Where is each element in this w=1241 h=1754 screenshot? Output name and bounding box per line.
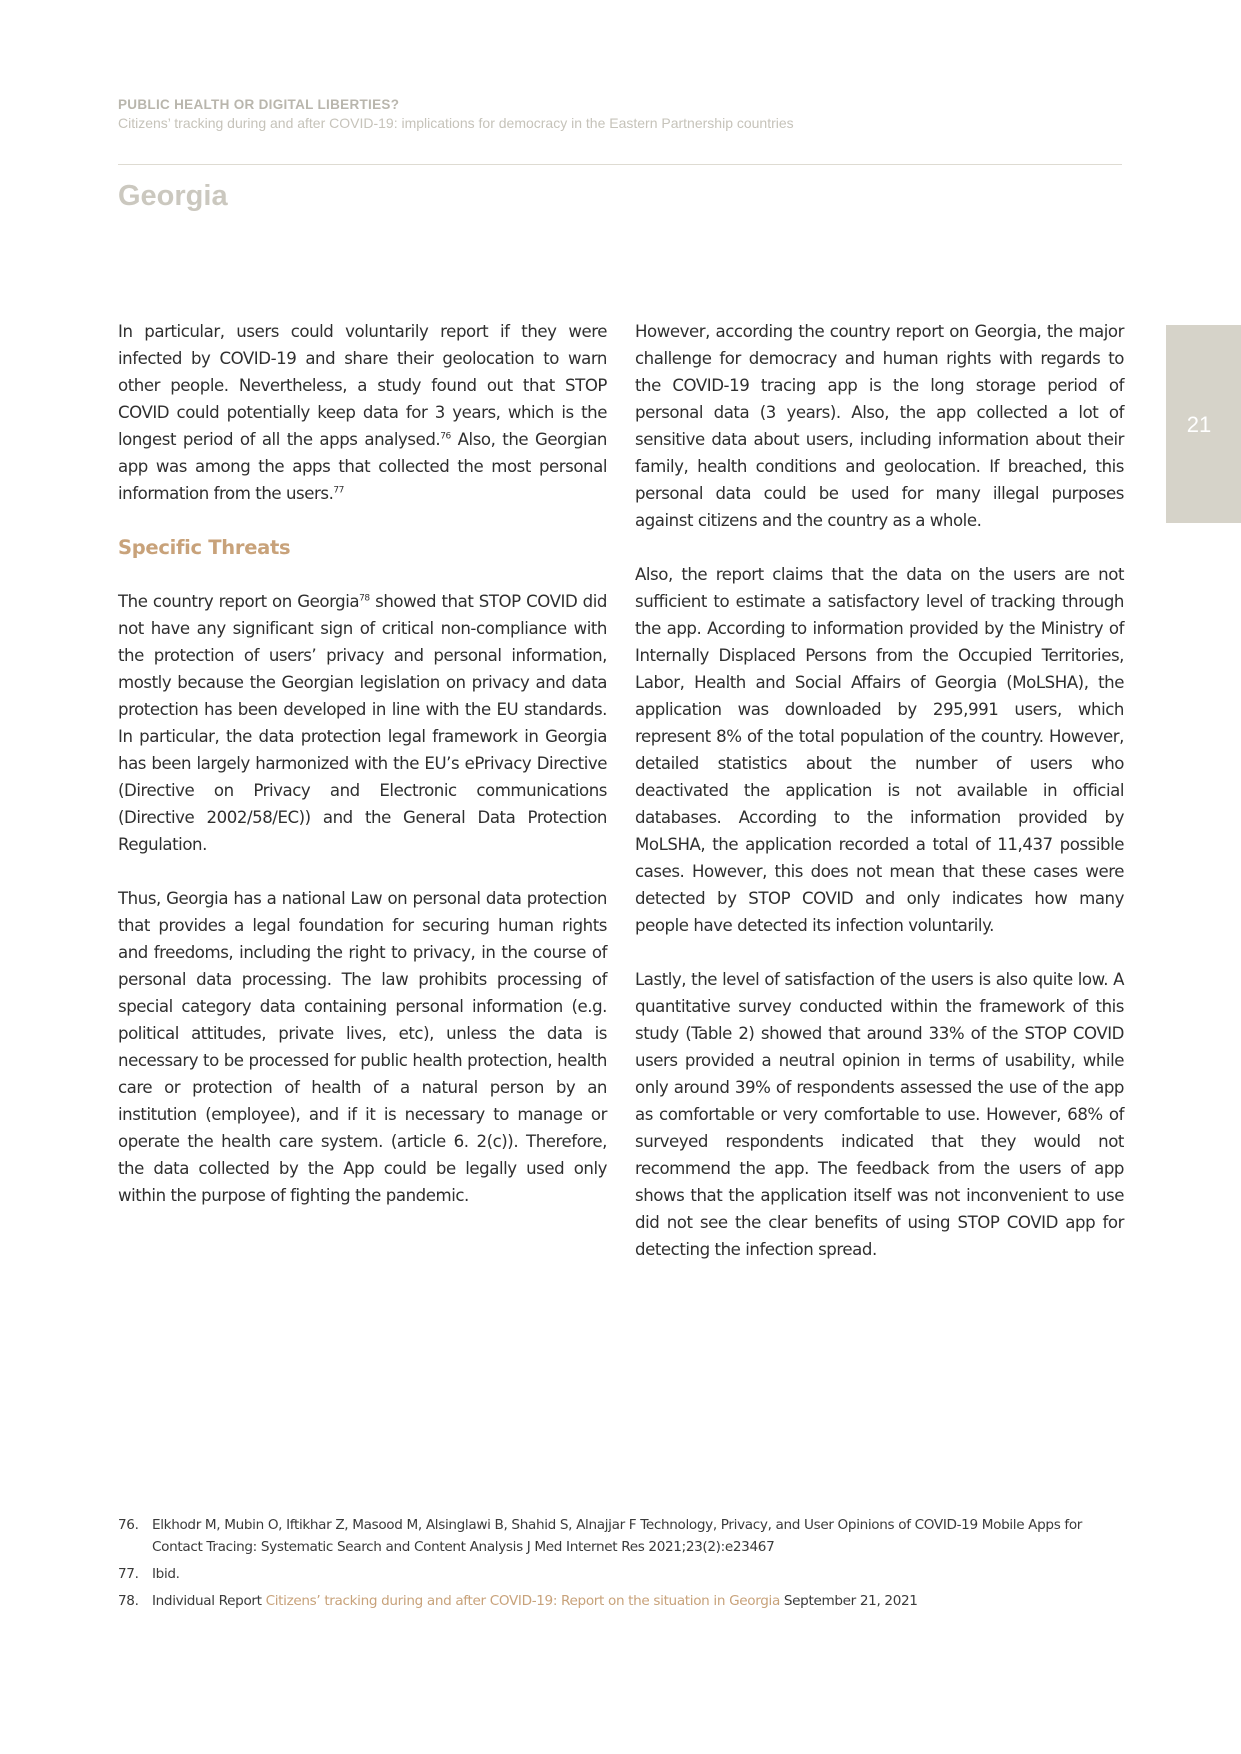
paragraph-text: showed that STOP COVID did not have any significant sign of critical non-compliance with the protection of users’ privacy and personal information, mostly because the Georgian legislation on privacy and data protection has been developed in line with the EU standards. In particular, the data protection legal framework in Georgia has been largely harmonized with the EU’s ePrivacy Directive (Directive on Privacy and Electronic communications (Directive 2002/58/EC)) and the General Data Protection Regulation. [118, 592, 608, 854]
paragraph [118, 318, 607, 507]
page-number: 21 [1186, 412, 1212, 437]
running-header [118, 96, 1122, 132]
footnote [118, 1514, 1122, 1558]
left-column [118, 318, 607, 1236]
paragraph-text: In particular, users could voluntarily report if they were infected by COVID-19 and share their geolocation to warn other people. Nevertheless, a study found out that STOP COVID could potentially keep data for 3 years, which is the longest period of all the apps analysed. [118, 322, 607, 449]
footnote-ref[interactable]: 77 [333, 485, 344, 496]
header-subtitle: Citizens’ tracking during and after COVID-19: implications for democracy in the Eastern Partnership countries [118, 115, 794, 131]
footnote-text: September 21, 2021 [779, 1593, 918, 1609]
footnote-number: 76. [118, 1517, 139, 1533]
header-divider [118, 164, 1122, 165]
footnotes [118, 1514, 1122, 1617]
paragraph-text: The country report on Georgia [118, 592, 360, 611]
right-column [635, 318, 1124, 1290]
paragraph-text: Also, the Georgian app was among the apps that collected the most personal information from the users. [118, 430, 607, 503]
paragraph [118, 588, 607, 858]
paragraph: Also, the report claims that the data on the users are not sufficient to estimate a satisfactory level of tracking through the app. According to information provided by the Ministry of Internally Displaced Persons from the Occupied Territories, Labor, Health and Social Affairs of Georgia (MoLSHA), the application was downloaded by 295,991 users, which represent 8% of the total population of the country. However, detailed statistics about the number of users who deactivated the application is not available in official databases. According to the information provided by MoLSHA, the application recorded a total of 11,437 possible cases. However, this does not mean that these cases were detected by STOP COVID and only indicates how many people have detected its infection voluntarily. [635, 565, 1124, 935]
footnote-text: Ibid. [152, 1566, 180, 1582]
footnote-number: 78. [118, 1593, 139, 1609]
chapter-title: Georgia [118, 180, 228, 212]
footnote-ref[interactable]: 78 [359, 593, 370, 604]
footnote-text: Elkhodr M, Mubin O, Iftikhar Z, Masood M, Alsinglawi B, Shahid S, Alnajjar F Technology, Privacy, and User Opinions of COVID-19 Mobile Apps for Contact Tracing: Systematic Search and Content Analysis J Med Internet Res 2021;23(2):e23467 [152, 1517, 1083, 1555]
footnote [118, 1590, 1122, 1612]
paragraph: Thus, Georgia has a national Law on personal data protection that provides a legal foundation for securing human rights and freedoms, including the right to privacy, in the course of personal data processing. The law prohibits processing of special category data containing personal information (e.g. political attitudes, private lives, etc), unless the data is necessary to be processed for public health protection, health care or protection of health of a natural person by an institution (employee), and if it is necessary to manage or operate the health care system. (article 6. 2(c)). Therefore, the data collected by the App could be legally used only within the purpose of fighting the pandemic. [118, 889, 607, 1205]
footnote-text: Individual Report [152, 1593, 266, 1609]
footnote-number: 77. [118, 1566, 139, 1582]
report-link[interactable]: Citizens’ tracking during and after COVID-19: Report on the situation in Georgia [265, 1593, 780, 1609]
footnote [118, 1563, 1122, 1585]
section-heading: Specific Threats [118, 536, 291, 559]
page-number-tab [1166, 325, 1241, 523]
paragraph: Lastly, the level of satisfaction of the users is also quite low. A quantitative survey conducted within the framework of this study (Table 2) showed that around 33% of the STOP COVID users provided a neutral opinion in terms of usability, while only around 39% of respondents assessed the use of the app as comfortable or very comfortable to use. However, 68% of surveyed respondents indicated that they would not recommend the app. The feedback from the users of app shows that the application itself was not inconvenient to use did not see the clear benefits of using STOP COVID app for detecting the infection spread. [635, 970, 1124, 1259]
paragraph: However, according the country report on Georgia, the major challenge for democracy and human rights with regards to the COVID-19 tracing app is the long storage period of personal data (3 years). Also, the app collected a lot of sensitive data about users, including information about their family, health conditions and geolocation. If breached, this personal data could be used for many illegal purposes against citizens and the country as a whole. [635, 322, 1124, 530]
header-kicker: PUBLIC HEALTH OR DIGITAL LIBERTIES? [118, 97, 400, 112]
footnote-ref[interactable]: 76 [440, 431, 451, 442]
